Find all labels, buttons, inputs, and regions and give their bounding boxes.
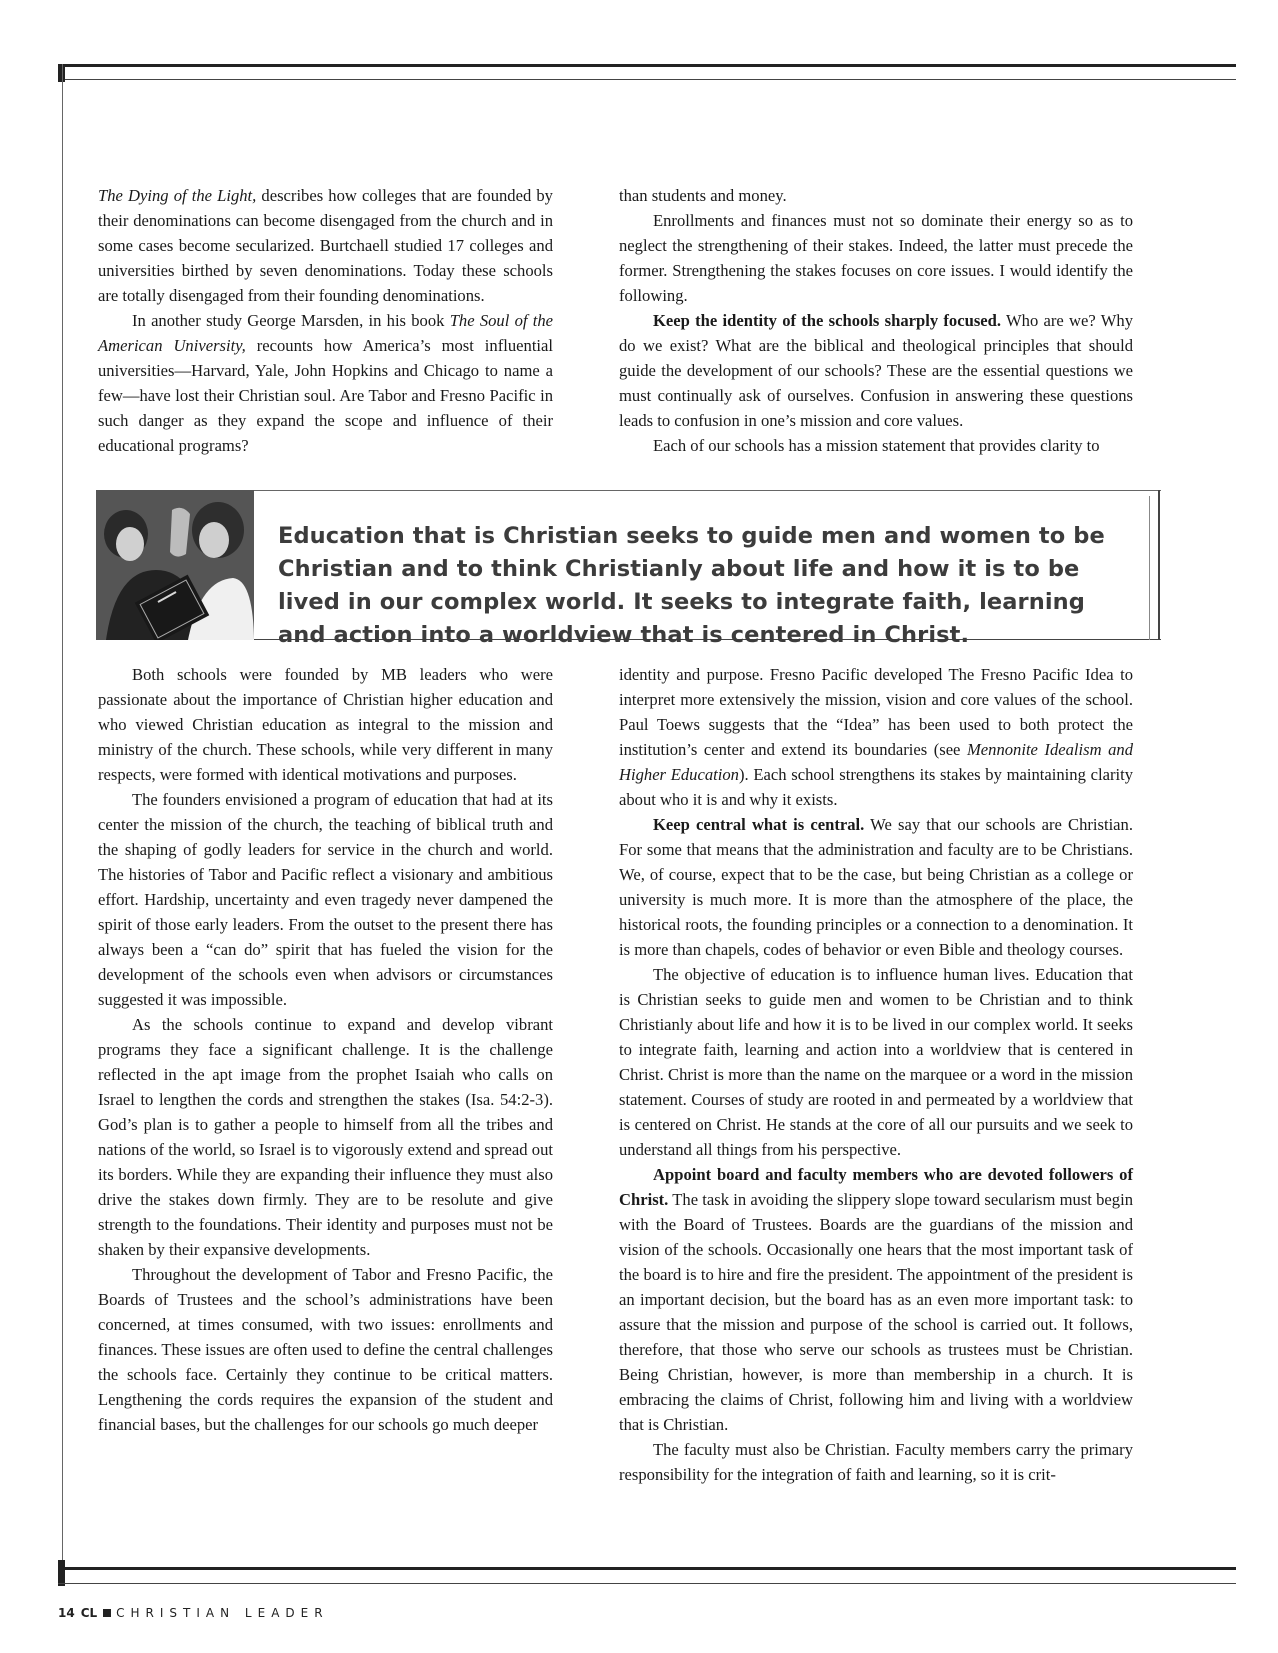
paragraph: Both schools were founded by MB leaders who were passionate about the importance of Christian higher education and who viewed Christian education as integral to the mission and ministry of the church. These schools, while very different in many respects, were formed with identical motivations and purposes. [98, 665, 553, 784]
pull-quote-box [96, 490, 1161, 648]
callout-frame [1158, 490, 1160, 640]
magazine-name: CHRISTIAN LEADER [116, 1606, 329, 1620]
paragraph: In another study George Marsden, in his book The Soul of the American University, recounts how America’s most influential universities—Harvard, Yale, John Hopkins and Chicago to name a few—have lost their Christian soul. Are Tabor and Fresno Pacific in such danger as they expand the scope and influence of their educational programs? [98, 311, 554, 455]
paragraph: Throughout the development of Tabor and Fresno Pacific, the Boards of Trustees and the school’s administrations have been concerned, at times consumed, with two issues: enrollments and finances. These issues are often used to define the central challenges the schools face. Certainly they continue to be critical matters. Lengthening the cords requires the expansion of the student and financial bases, but the challenges for our schools go much deeper [98, 1265, 553, 1434]
paragraph: As the schools continue to expand and develop vibrant programs they face a significant challenge. It is the challenge reflected in the apt image from the prophet Isaiah who calls on Israel to lengthen the cords and strengthen the stakes (Isa. 54:2-3). God’s plan is to gather a people to himself from all the tribes and nations of the world, so Israel is to vigorously extend and spread out its borders. While they are expanding their influence they must also drive the stakes down firmly. They are to be resolute and give strength to the foundations. Their identity and purposes must not be shaken by their expansive developments. [98, 1015, 553, 1259]
pull-quote-text: Education that is Christian seeks to guide men and women to be Christian and to think Christianly about life and how it is to be lived in our complex world. It seeks to integrate faith, learning and action into a worldview that is centered in Christ. [278, 523, 1105, 648]
column-right-bottom [619, 662, 1133, 1487]
bottom-rule-thin [58, 1583, 1236, 1584]
paragraph: than students and money. [619, 186, 787, 205]
section-heading: Keep the identity of the schools sharply focused. [653, 311, 1002, 330]
section-heading: Keep central what is central. [653, 815, 865, 834]
column-left-top [98, 183, 553, 458]
page-footer [58, 1606, 329, 1620]
book-title: The Soul of the American University, [98, 311, 553, 355]
paragraph: Appoint board and faculty members who are devoted followers of Christ. The task in avoiding the slippery slope toward secularism must begin with the Board of Trustees. Boards are the guardians of the mission and vision of the schools. Occasionally one hears that the most important task of the board is to hire and fire the president. The appointment of the president is an important decision, but the board has as an even more important task: to assure that the mission and purpose of the school is carried out. It follows, therefore, that those who serve our schools as trustees must be Christian. Being Christian, however, is more than membership in a church. It is embracing the claims of Christ, following him and living with a worldview that is Christian. [619, 1165, 1133, 1434]
square-bullet-icon [103, 1609, 111, 1617]
column-left-bottom [98, 662, 553, 1437]
paragraph: The founders envisioned a program of education that had at its center the mission of the church, the teaching of biblical truth and the shaping of godly leaders for service in the church and world. The histories of Tabor and Pacific reflect a visionary and ambitious effort. Hardship, uncertainty and even tragedy never dampened the spirit of those early leaders. From the outset to the present there has always been a “can do” spirit that has fueled the vision for the development of the schools even when advisors or circumstances suggested it was impossible. [98, 790, 553, 1009]
section-abbrev: CL [80, 1606, 98, 1620]
paragraph: The objective of education is to influence human lives. Education that is Christian seeks to guide men and women to be Christian and to think Christianly about life and how it is to be lived in our complex world. It seeks to integrate faith, learning and action into a worldview that is centered in Christ. Christ is more than the name on the marquee or a word in the mission statement. Courses of study are rooted in and permeated by a worldview that is centered on Christ. He stands at the core of all our pursuits and we seek to understand all things from his perspective. [619, 965, 1133, 1159]
callout-frame [254, 490, 1161, 491]
students-photo [96, 490, 254, 640]
paragraph: The Dying of the Light, describes how colleges that are founded by their denominations can become disengaged from the church and in some cases become secularized. Burtchaell studied 17 colleges and universities birthed by seven denominations. Today these schools are totally disengaged from their founding denominations. [98, 186, 553, 305]
book-title: The Dying of the Light, [98, 186, 257, 205]
paragraph: Keep central what is central. We say that our schools are Christian. For some that means that the administration and faculty are to be Christians. We, of course, expect that to be the case, but being Christian as a college or university is much more. It is more than the atmosphere of the place, the historical roots, the founding principles or a connection to a denomination. It is more than chapels, codes of behavior or even Bible and theology courses. [619, 815, 1133, 959]
students-photo-art [96, 490, 254, 640]
left-margin-rule [62, 64, 63, 1584]
section-heading: Appoint board and faculty members who are devoted followers of Christ. [619, 1165, 1133, 1209]
page-number: 14 [58, 1606, 75, 1620]
paragraph: Enrollments and finances must not so dominate their energy so as to neglect the strengthening of their stakes. Indeed, the latter must precede the former. Strengthening the stakes focuses on core issues. I would identify the following. [619, 211, 1133, 305]
paragraph: The faculty must also be Christian. Faculty members carry the primary responsibility for the integration of faith and learning, so it is crit- [619, 1440, 1133, 1484]
bottom-rule [58, 1567, 1236, 1570]
column-right-top [619, 183, 1133, 458]
callout-frame [1149, 496, 1150, 640]
paragraph: identity and purpose. Fresno Pacific developed The Fresno Pacific Idea to interpret more extensively the mission, vision and core values of the school. Paul Toews suggests that the “Idea” has been used to both protect the institution’s center and extend its boundaries (see Mennonite Idealism and Higher Education). Each school strengthens its stakes by maintaining clarity about who it is and why it exists. [619, 665, 1133, 809]
top-rule [58, 64, 1236, 67]
top-rule-thin [58, 79, 1236, 80]
paragraph: Each of our schools has a mission statement that provides clarity to [653, 436, 1100, 455]
paragraph: Keep the identity of the schools sharply focused. Who are we? Why do we exist? What are the biblical and theological principles that should guide the development of our schools? These are the essential questions we must continually ask of ourselves. Confusion in answering these questions leads to confusion in one’s mission and core values. [619, 311, 1133, 430]
book-title: Mennonite Idealism and Higher Education [619, 740, 1133, 784]
